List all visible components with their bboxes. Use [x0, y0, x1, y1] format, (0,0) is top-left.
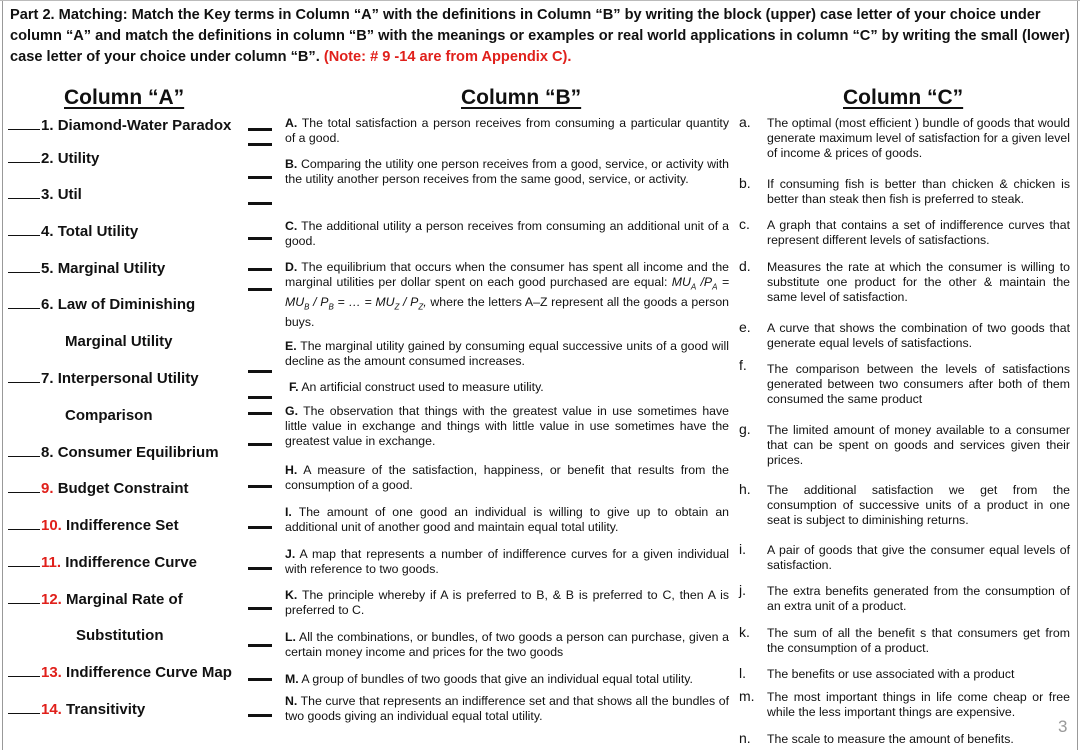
- definition-A: A. The total satisfaction a person receives from consuming a particular quantity of a good.: [285, 116, 729, 146]
- b-answer-dash-q[interactable]: [248, 678, 272, 681]
- example-letter-k: k.: [739, 624, 750, 640]
- definition-I: I. The amount of one good an individual is willing to give up to obtain an additional unit of another good and maintain equal total utility.: [285, 505, 729, 535]
- b-answer-dash-p[interactable]: [248, 644, 272, 647]
- column-b-title: Column “B”: [461, 86, 582, 109]
- b-answer-dash-i[interactable]: [248, 396, 272, 399]
- b-answer-dash-j[interactable]: [248, 412, 272, 415]
- instructions-header: [10, 5, 1070, 68]
- definition-H: H. A measure of the satisfaction, happiness, or benefit that results from the consumption of a good.: [285, 463, 729, 493]
- answer-blank-7[interactable]: [8, 370, 40, 383]
- term-7-continued: Comparison: [65, 407, 153, 424]
- answer-blank-2[interactable]: [8, 150, 40, 163]
- example-d: Measures the rate at which the consumer is willing to substitute one product for the other & maintain the same level of satisfaction.: [767, 260, 1070, 305]
- term-4: 4. Total Utility: [0, 223, 250, 240]
- column-a-title: Column “A”: [64, 86, 185, 109]
- definition-G: G. The observation that things with the greatest value in use sometimes have little value in exchange and things with little value in use sometimes have the greatest value in exchange.: [285, 404, 729, 449]
- term-8: 8. Consumer Equilibrium: [0, 444, 250, 461]
- instructions-text: Part 2. Matching: Match the Key terms in Column “A” with the definitions in Column “B” by writing the block (upper) case letter of your choice under column “A” and match the definitions in column “B” with the meanings or examples or real world applications in column “C” by writing the small (lower) case letter of your choice under column “B”.: [10, 7, 1070, 65]
- term-7: 7. Interpersonal Utility: [0, 370, 250, 387]
- term-14: 14. Transitivity: [0, 701, 250, 718]
- answer-blank-4[interactable]: [8, 223, 40, 236]
- example-letter-h: h.: [739, 481, 751, 497]
- term-6-continued: Marginal Utility: [65, 333, 173, 350]
- answer-blank-11[interactable]: [8, 554, 40, 567]
- definition-B: B. Comparing the utility one person receives from a good, service, or activity with the utility another person receives from the same good, service, or activity.: [285, 157, 729, 187]
- example-l: The benefits or use associated with a product: [767, 667, 1015, 681]
- answer-blank-6[interactable]: [8, 296, 40, 309]
- example-letter-c: c.: [739, 216, 750, 232]
- b-answer-dash-a[interactable]: [248, 128, 272, 131]
- example-f: The comparison between the levels of satisfactions generated between two consumers after both of them consumed the same product: [767, 362, 1070, 407]
- definition-J: J. A map that represents a number of indifference curves for a given individual with reference to two goods.: [285, 547, 729, 577]
- term-9: 9. Budget Constraint: [0, 480, 250, 497]
- term-12: 12. Marginal Rate of: [0, 591, 250, 608]
- answer-blank-8[interactable]: [8, 444, 40, 457]
- definition-K: K. The principle whereby if A is preferred to B, & B is preferred to C, then A is preferred to C.: [285, 588, 729, 618]
- b-answer-dash-o[interactable]: [248, 607, 272, 610]
- example-letter-j: j.: [739, 582, 746, 598]
- b-answer-dash-m[interactable]: [248, 526, 272, 529]
- b-answer-dash-r[interactable]: [248, 714, 272, 717]
- example-e: A curve that shows the combination of two goods that generate equal levels of satisfactions.: [767, 321, 1070, 351]
- definition-C: C. The additional utility a person receives from consuming an additional unit of a good.: [285, 219, 729, 249]
- example-m: The most important things in life come cheap or free while the less important things are expensive.: [767, 690, 1070, 720]
- b-answer-dash-b[interactable]: [248, 143, 272, 146]
- equilibrium-formula: $MU_A$ $/P_A = MU_B / P_B$ = … = $MU_Z / P_Z$,: [285, 275, 729, 312]
- term-6: 6. Law of Diminishing: [0, 296, 250, 313]
- example-i: A pair of goods that give the consumer equal levels of satisfaction.: [767, 543, 1070, 573]
- example-letter-d: d.: [739, 258, 751, 274]
- example-g: The limited amount of money available to a consumer that can be spent on goods and services given their prices.: [767, 423, 1070, 468]
- answer-blank-9[interactable]: [8, 480, 40, 493]
- b-answer-dash-g[interactable]: [248, 288, 272, 291]
- answer-blank-5[interactable]: [8, 260, 40, 273]
- example-letter-n: n.: [739, 730, 751, 746]
- term-5: 5. Marginal Utility: [0, 260, 250, 277]
- example-k: The sum of all the benefit s that consumers get from the consumption of a product.: [767, 626, 1070, 656]
- term-3: 3. Util: [0, 186, 250, 203]
- example-letter-m: m.: [739, 688, 755, 704]
- example-letter-e: e.: [739, 319, 751, 335]
- example-letter-l: l.: [739, 665, 746, 681]
- definition-E: E. The marginal utility gained by consuming equal successive units of a good will decline as the amount consumed increases.: [285, 339, 729, 369]
- page-border-right: [1077, 1, 1078, 750]
- example-b: If consuming fish is better than chicken & chicken is better than steak then fish is preferred to steak.: [767, 177, 1070, 207]
- term-10: 10. Indifference Set: [0, 517, 250, 534]
- b-answer-dash-l[interactable]: [248, 485, 272, 488]
- example-n: The scale to measure the amount of benefits.: [767, 732, 1014, 746]
- answer-blank-12[interactable]: [8, 591, 40, 604]
- b-answer-dash-e[interactable]: [248, 237, 272, 240]
- term-2: 2. Utility: [0, 150, 250, 167]
- b-answer-dash-c[interactable]: [248, 176, 272, 179]
- b-answer-dash-k[interactable]: [248, 443, 272, 446]
- example-a: The optimal (most efficient ) bundle of goods that would generate maximum level of satisfaction for a given level of income & prices of goods.: [767, 116, 1070, 161]
- term-12-continued: Substitution: [76, 627, 164, 644]
- example-j: The extra benefits generated from the consumption of an extra unit of a product.: [767, 584, 1070, 614]
- answer-blank-14[interactable]: [8, 701, 40, 714]
- example-letter-g: g.: [739, 421, 751, 437]
- definition-N: N. The curve that represents an indifference set and that shows all the bundles of two goods giving an individual equal total utility.: [285, 694, 730, 724]
- example-letter-b: b.: [739, 175, 751, 191]
- b-answer-dash-h[interactable]: [248, 370, 272, 373]
- b-answer-dash-f[interactable]: [248, 268, 272, 271]
- answer-blank-10[interactable]: [8, 517, 40, 530]
- appendix-note: (Note: # 9 -14 are from Appendix C).: [323, 49, 572, 65]
- definition-M: M. A group of bundles of two goods that give an individual equal total utility.: [285, 672, 693, 686]
- answer-blank-1[interactable]: [8, 117, 40, 130]
- column-c-title: Column “C”: [843, 86, 964, 109]
- example-c: A graph that contains a set of indifference curves that represent different levels of satisfactions.: [767, 218, 1070, 248]
- example-letter-f: f.: [739, 357, 747, 373]
- term-13: 13. Indifference Curve Map: [0, 664, 250, 681]
- example-letter-i: i.: [739, 541, 746, 557]
- definition-L: L. All the combinations, or bundles, of two goods a person can purchase, given a certain money income and prices for the two goods: [285, 630, 729, 660]
- answer-blank-3[interactable]: [8, 186, 40, 199]
- term-1: 1. Diamond-Water Paradox: [0, 117, 250, 134]
- b-answer-dash-n[interactable]: [248, 567, 272, 570]
- answer-blank-13[interactable]: [8, 664, 40, 677]
- definition-D: D. The equilibrium that occurs when the consumer has spent all income and the marginal utilities per dollar spent on each good purchased are equal: $MU_A$ $/P_A = MU_B / P_B$ = … = $MU_Z / P_Z$, where the letters A–Z represent all the goods a person buys.: [285, 260, 729, 329]
- definition-F: F. An artificial construct used to measure utility.: [289, 380, 544, 394]
- b-answer-dash-d[interactable]: [248, 202, 272, 205]
- term-11: 11. Indifference Curve: [0, 554, 250, 571]
- page-number: 3: [1058, 717, 1068, 736]
- example-h: The additional satisfaction we get from the consumption of successive units of a product in one seat is subject to diminishing returns.: [767, 483, 1070, 528]
- example-letter-a: a.: [739, 114, 751, 130]
